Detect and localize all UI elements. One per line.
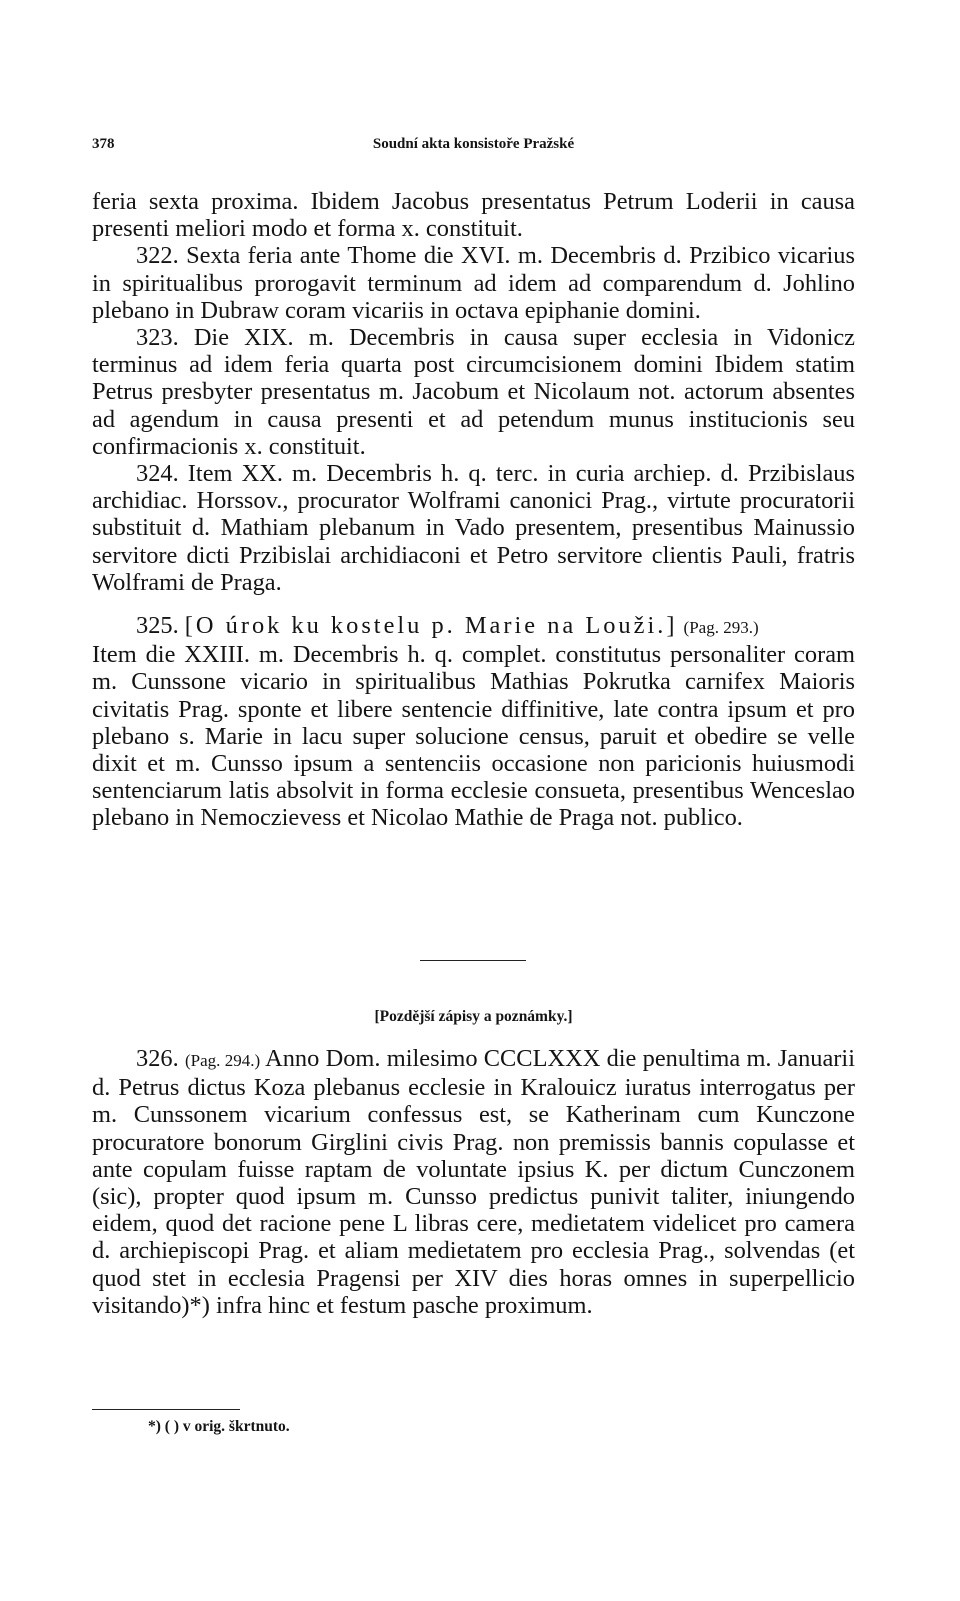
paragraph-continuation: feria sexta proxima. Ibidem Jacobus presentatus Petrum Loderii in causa presenti meliori modo et forma x. constituit. [92,188,855,243]
entry-number: 326. [136,1045,179,1072]
footnote: *) ( ) v orig. škrtnuto. [148,1418,290,1435]
page-number: 378 [92,136,115,152]
running-header [92,136,855,156]
later-entries-text [92,1045,855,1319]
paragraph-325: Item die XXIII. m. Decembris h. q. complet. constitutus personaliter coram m. Cunssone vicario in spiritualibus Mathias Pokrutka carnifex Maioris civitatis Prag. sponte et libere sentencie diffinitive, late contra ipsum et pro plebano s. Marie in lacu super solucione census, paruit et obedire se velle dixit et m. Cunsso ipsum a sentenciis occasione non paricionis huiusmodi sentenciarum latis absolvit in forma ecclesie consueta, presentibus Wenceslao plebano in Nemoczievess et Nicolao Mathie de Praga not. publico. [92,641,855,832]
paragraph-326 [92,1045,855,1319]
main-text [92,188,855,832]
paragraph-323: 323. Die XIX. m. Decembris in causa super ecclesia in Vidonicz terminus ad idem feria quarta post circumcisionem domini Ibidem statim Petrus presbyter presentatus m. Jacobum et Nicolaum not. actorum absentes ad agendum in causa presenti et ad petendum munus institucionis seu confirmacionis x. constituit. [92,324,855,460]
paragraph-322: 322. Sexta feria ante Thome die XVI. m. Decembris d. Przibico vicarius in spiritualibus prorogavit terminum ad idem ad comparendum d. Johlino plebano in Dubraw coram vicariis in octava epiphanie domini. [92,242,855,324]
paragraph-324: 324. Item XX. m. Decembris h. q. terc. in curia archiep. d. Przibislaus archidiac. Horssov., procurator Wolframi canonici Prag., virtute procuratorii substituit d. Mathiam plebanum in Vado presentem, presentibus Mainussio servitore dicti Przibislai archidiaconi et Petro servitore clientis Pauli, fratris Wolframi de Praga. [92,460,855,596]
entry-title: [O úrok ku kostelu p. Marie na Louži.] [184,612,678,640]
section-heading: [Pozdější zápisy a poznámky.] [374,1008,573,1025]
footnote-rule [92,1409,240,1410]
section-divider [420,960,526,961]
page-reference: (Pag. 294.) [184,1051,261,1070]
paragraph-325-heading [92,612,855,641]
entry-number: 325. [136,612,179,640]
running-title: Soudní akta konsistoře Pražské [372,136,575,152]
page-reference: (Pag. 293.) [683,618,759,638]
entry-text: Anno Dom. milesimo CCCLXXX die penultima m. Januarii d. Petrus dictus Koza plebanus ecclesie in Kralouicz iuratus interrogatus per m. Cunssonem vicarium confessus est, se Katherinam cum Kunczone procuratore bonorum Girglini civis Prag. non premissis bannis copulasse et ante copulam fuisse raptam de voluntate ipsius K. per dictum Cunczonem (sic), propter quod ipsum m. Cunsso predictus punivit taliter, iniungendo eidem, quod det racione pene L libras cere, medietatem videlicet pro camera d. archiepiscopi Prag. et aliam medietatem pro ecclesia Prag., solvendas (et quod stet in ecclesia Pragensi per XIV dies horas omnes in superpellicio visitando)*) infra hinc et festum pasche proximum. [92,1045,855,1319]
